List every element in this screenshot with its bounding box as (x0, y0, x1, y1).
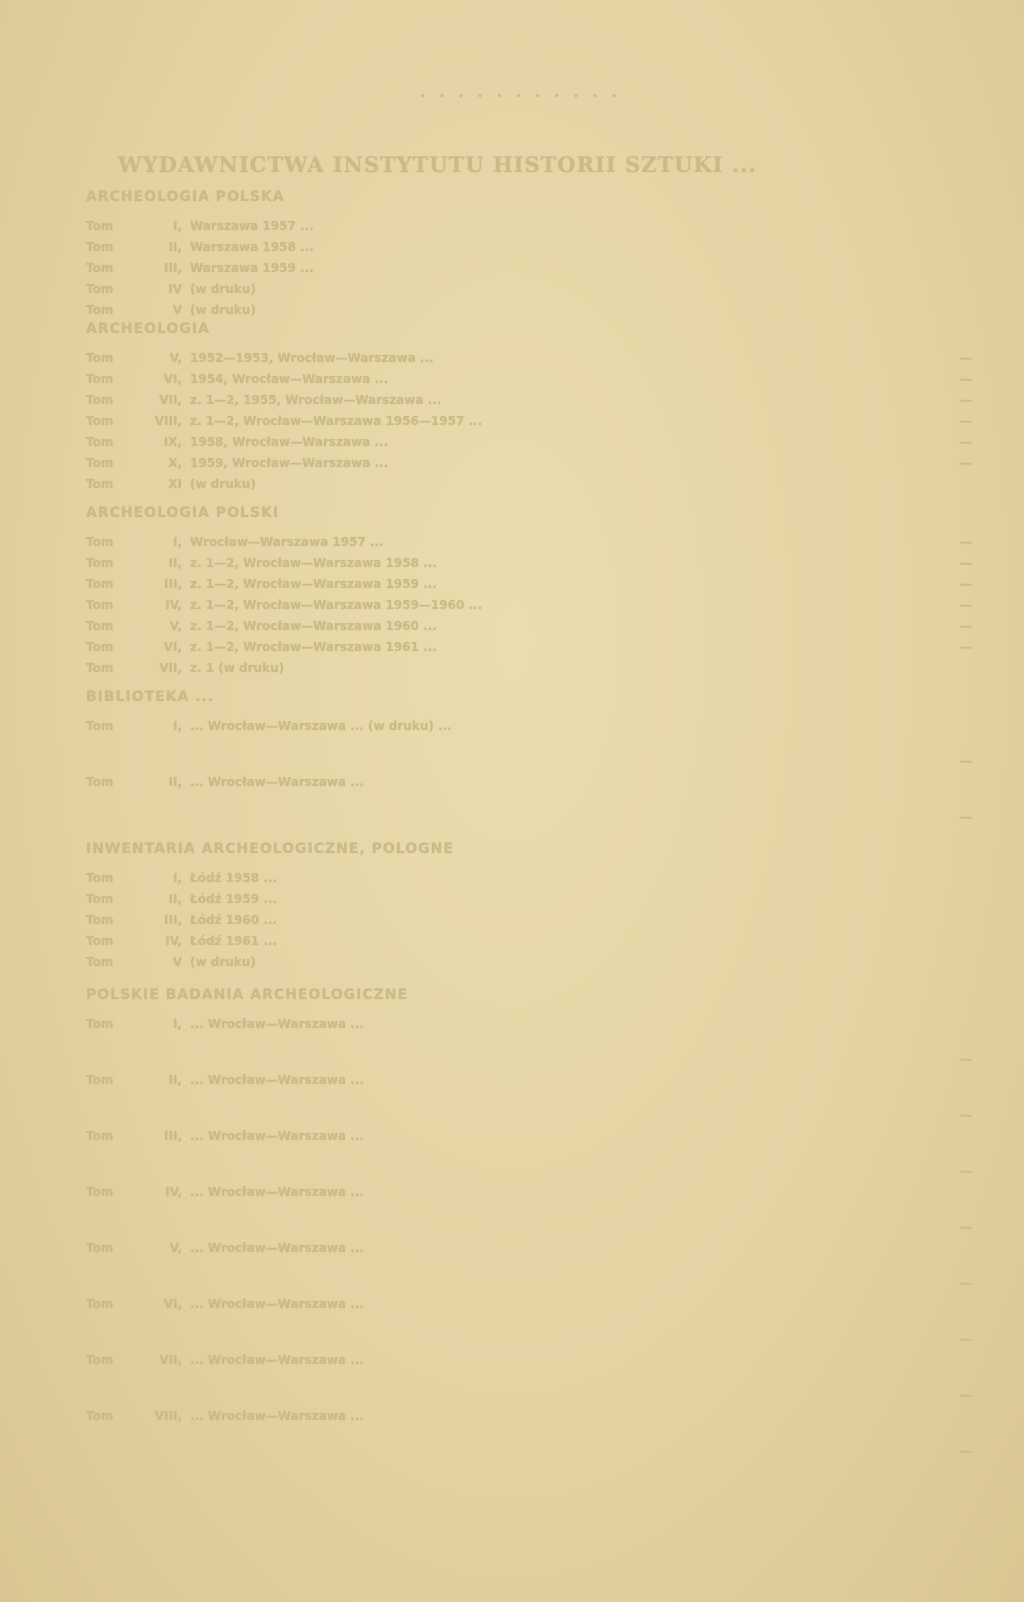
volume-number: IX, (163, 435, 182, 449)
volume-number: III, (164, 261, 182, 275)
volume-label: Tom (86, 219, 114, 233)
price-dash: — (960, 535, 972, 549)
volume-entry (86, 1238, 972, 1294)
volume-number: VI, (163, 640, 182, 654)
price-dash: — (960, 598, 972, 612)
section-archeologia-polska (86, 186, 972, 321)
volume-description: Łódź 1961 ... (190, 934, 277, 948)
volume-label: Tom (86, 934, 114, 948)
volume-description: ... Wrocław—Warszawa ... (190, 1073, 364, 1087)
volume-label: Tom (86, 1185, 114, 1199)
volume-label: Tom (86, 456, 114, 470)
volume-description: 1952—1953, Wrocław—Warszawa ... (190, 351, 434, 365)
volume-number: II, (168, 556, 182, 570)
volume-label: Tom (86, 477, 114, 491)
volume-label: Tom (86, 619, 114, 633)
volume-label: Tom (86, 303, 114, 317)
volume-number: III, (164, 577, 182, 591)
volume-entry (86, 474, 972, 495)
volume-entry (86, 1294, 972, 1350)
volume-entry (86, 658, 972, 679)
volume-description: (w druku) (190, 282, 256, 296)
volume-description: ... Wrocław—Warszawa ... (190, 1241, 364, 1255)
volume-label: Tom (86, 393, 114, 407)
volume-label: Tom (86, 1073, 114, 1087)
volume-entry (86, 1126, 972, 1182)
page-title: WYDAWNICTWA INSTYTUTU HISTORII SZTUKI ... (118, 152, 757, 177)
price-dash: — (960, 1164, 972, 1178)
section-heading: BIBLIOTEKA ... (86, 689, 215, 705)
volume-description: ... Wrocław—Warszawa ... (190, 1185, 364, 1199)
volume-number: I, (172, 719, 182, 733)
volume-entry (86, 716, 972, 772)
volume-description: 1954, Wrocław—Warszawa ... (190, 372, 389, 386)
volume-label: Tom (86, 1353, 114, 1367)
volume-label: Tom (86, 577, 114, 591)
volume-entry (86, 1406, 972, 1462)
volume-number: II, (168, 240, 182, 254)
volume-label: Tom (86, 1017, 114, 1031)
volume-description: (w druku) (190, 477, 256, 491)
volume-label: Tom (86, 240, 114, 254)
volume-label: Tom (86, 535, 114, 549)
volume-description: 1959, Wrocław—Warszawa ... (190, 456, 389, 470)
price-dash: — (960, 393, 972, 407)
volume-label: Tom (86, 640, 114, 654)
price-dash: — (960, 414, 972, 428)
volume-description: Warszawa 1958 ... (190, 240, 314, 254)
volume-entry (86, 553, 972, 574)
volume-description: z. 1—2, Wrocław—Warszawa 1960 ... (190, 619, 437, 633)
volume-description: z. 1—2, Wrocław—Warszawa 1956—1957 ... (190, 414, 483, 428)
price-dash: — (960, 435, 972, 449)
volume-entry (86, 1014, 972, 1070)
volume-number: V (172, 303, 182, 317)
volume-entry (86, 595, 972, 616)
volume-label: Tom (86, 1241, 114, 1255)
volume-entry (86, 910, 972, 931)
volume-number: IV (168, 282, 182, 296)
volume-number: IV, (165, 598, 182, 612)
volume-number: VII, (159, 393, 182, 407)
volume-number: XI (168, 477, 182, 491)
volume-number: X, (168, 456, 182, 470)
volume-entry (86, 574, 972, 595)
volume-description: ... Wrocław—Warszawa ... (190, 775, 364, 789)
price-dash: — (960, 351, 972, 365)
volume-label: Tom (86, 372, 114, 386)
volume-label: Tom (86, 1297, 114, 1311)
price-dash: — (960, 1108, 972, 1122)
volume-description: 1958, Wrocław—Warszawa ... (190, 435, 389, 449)
volume-entry (86, 931, 972, 952)
volume-label: Tom (86, 1409, 114, 1423)
price-dash: — (960, 577, 972, 591)
volume-label: Tom (86, 775, 114, 789)
volume-description: ... Wrocław—Warszawa ... (190, 1017, 364, 1031)
volume-entry (86, 216, 972, 237)
price-dash: — (960, 456, 972, 470)
volume-entry (86, 616, 972, 637)
volume-description: z. 1—2, Wrocław—Warszawa 1961 ... (190, 640, 437, 654)
volume-number: VI, (163, 372, 182, 386)
volume-label: Tom (86, 556, 114, 570)
volume-entry (86, 772, 972, 828)
volume-number: VII, (159, 1353, 182, 1367)
volume-label: Tom (86, 1129, 114, 1143)
volume-description: Łódź 1960 ... (190, 913, 277, 927)
price-dash: — (960, 640, 972, 654)
volume-label: Tom (86, 719, 114, 733)
volume-entry (86, 279, 972, 300)
volume-description: ... Wrocław—Warszawa ... (190, 1409, 364, 1423)
price-dash: — (960, 1388, 972, 1402)
volume-number: I, (172, 1017, 182, 1031)
price-dash: — (960, 556, 972, 570)
price-dash: — (960, 1444, 972, 1458)
volume-number: V, (169, 351, 182, 365)
volume-label: Tom (86, 282, 114, 296)
volume-number: V, (169, 1241, 182, 1255)
volume-number: VII, (159, 661, 182, 675)
volume-label: Tom (86, 435, 114, 449)
volume-entry (86, 390, 972, 411)
volume-entry (86, 868, 972, 889)
volume-entry (86, 453, 972, 474)
volume-number: I, (172, 535, 182, 549)
price-dash: — (960, 1276, 972, 1290)
price-dash: — (960, 619, 972, 633)
volume-entry (86, 1350, 972, 1406)
volume-entry (86, 637, 972, 658)
volume-number: VIII, (154, 1409, 182, 1423)
top-marks: · · · · · · · · · · · (420, 86, 621, 105)
volume-entry (86, 258, 972, 279)
volume-entry (86, 369, 972, 390)
price-dash: — (960, 372, 972, 386)
volume-label: Tom (86, 913, 114, 927)
volume-description: z. 1—2, Wrocław—Warszawa 1959 ... (190, 577, 437, 591)
volume-entry (86, 237, 972, 258)
volume-number: III, (164, 1129, 182, 1143)
section-inwentaria (86, 838, 972, 973)
volume-label: Tom (86, 661, 114, 675)
volume-description: Warszawa 1957 ... (190, 219, 314, 233)
section-heading: ARCHEOLOGIA POLSKI (86, 505, 280, 521)
price-dash: — (960, 1220, 972, 1234)
section-heading: ARCHEOLOGIA (86, 321, 210, 337)
volume-number: II, (168, 1073, 182, 1087)
volume-description: Łódź 1959 ... (190, 892, 277, 906)
section-biblioteka (86, 686, 972, 828)
price-dash: — (960, 1332, 972, 1346)
volume-description: ... Wrocław—Warszawa ... (190, 1129, 364, 1143)
volume-label: Tom (86, 955, 114, 969)
volume-label: Tom (86, 871, 114, 885)
volume-description: ... Wrocław—Warszawa ... (190, 1297, 364, 1311)
section-archeologia (86, 318, 972, 495)
volume-description: z. 1—2, Wrocław—Warszawa 1959—1960 ... (190, 598, 483, 612)
price-dash: — (960, 1052, 972, 1066)
volume-description: (w druku) (190, 955, 256, 969)
volume-entry (86, 1070, 972, 1126)
volume-entry (86, 532, 972, 553)
volume-label: Tom (86, 414, 114, 428)
volume-label: Tom (86, 892, 114, 906)
volume-description: (w druku) (190, 303, 256, 317)
volume-entry (86, 1182, 972, 1238)
volume-number: I, (172, 871, 182, 885)
volume-entry (86, 952, 972, 973)
volume-number: IV, (165, 1185, 182, 1199)
volume-label: Tom (86, 598, 114, 612)
volume-description: Warszawa 1959 ... (190, 261, 314, 275)
volume-label: Tom (86, 261, 114, 275)
volume-number: IV, (165, 934, 182, 948)
volume-description: z. 1—2, 1955, Wrocław—Warszawa ... (190, 393, 442, 407)
volume-description: Łódź 1958 ... (190, 871, 277, 885)
price-dash: — (960, 754, 972, 768)
volume-number: I, (172, 219, 182, 233)
volume-number: II, (168, 775, 182, 789)
section-heading: INWENTARIA ARCHEOLOGICZNE, POLOGNE (86, 841, 454, 857)
volume-entry (86, 432, 972, 453)
volume-number: II, (168, 892, 182, 906)
volume-entry (86, 411, 972, 432)
volume-entry (86, 889, 972, 910)
volume-description: Wrocław—Warszawa 1957 ... (190, 535, 384, 549)
section-heading: ARCHEOLOGIA POLSKA (86, 189, 285, 205)
volume-number: VI, (163, 1297, 182, 1311)
volume-number: V (172, 955, 182, 969)
price-dash: — (960, 810, 972, 824)
volume-entry (86, 348, 972, 369)
volume-description: z. 1—2, Wrocław—Warszawa 1958 ... (190, 556, 437, 570)
volume-label: Tom (86, 351, 114, 365)
volume-number: VIII, (154, 414, 182, 428)
section-polskie-badania (86, 984, 972, 1462)
volume-number: III, (164, 913, 182, 927)
volume-number: V, (169, 619, 182, 633)
volume-description: z. 1 (w druku) (190, 661, 285, 675)
section-heading: POLSKIE BADANIA ARCHEOLOGICZNE (86, 987, 409, 1003)
section-archeologia-polski (86, 502, 972, 679)
volume-description: ... Wrocław—Warszawa ... (w druku) ... (190, 719, 452, 733)
volume-description: ... Wrocław—Warszawa ... (190, 1353, 364, 1367)
